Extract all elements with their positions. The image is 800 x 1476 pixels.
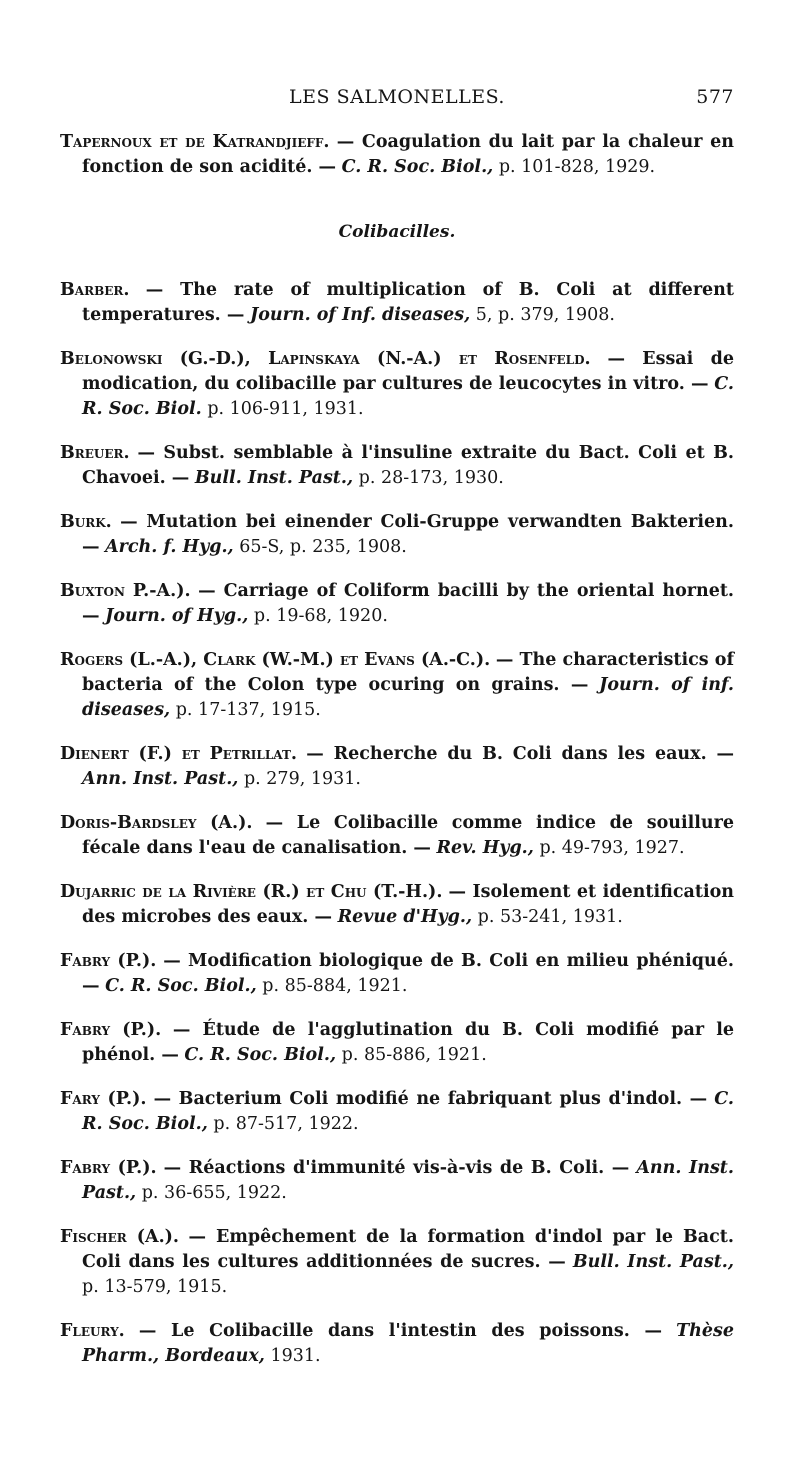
bibliography-entry [60, 278, 734, 328]
entry-source: C. R. Soc. Biol., [82, 1088, 734, 1134]
entry-authors: Burk. [60, 511, 112, 532]
bibliography-entry [60, 579, 734, 629]
entry-source: Bull. Inst. Past., [572, 1251, 734, 1272]
entry-title: — Bacterium Coli modifié ne fabriquant plus d'indol. — [153, 1088, 708, 1109]
entry-details: p. 49-793, 1927. [539, 837, 685, 858]
entry-authors: Doris-Bardsley (A.). [60, 812, 253, 833]
entry-authors: Fabry (P.). [60, 1019, 162, 1040]
bibliography-entry [60, 880, 734, 930]
bibliography-entry [60, 811, 734, 861]
entry-details: p. 17-137, 1915. [175, 699, 321, 720]
entry-title: — Étude de l'agglutination du B. Coli modifié par le phénol. — [82, 1019, 734, 1065]
entry-title: — The characteristics of bacteria of the Colon type ocuring on grains. — [82, 649, 734, 695]
entry-title: — Subst. semblable à l'insuline extraite du Bact. Coli et B. Chavoei. — [82, 442, 734, 488]
entry-authors: Buxton P.-A.). [60, 580, 191, 601]
entry-authors: Fischer (A.). [60, 1226, 180, 1247]
entry-title: — Le Colibacille dans l'intestin des poissons. — [138, 1320, 662, 1341]
entry-source: C. R. Soc. Biol., [184, 1044, 337, 1065]
entry-source: Rev. Hyg., [436, 837, 534, 858]
entry-source: Journ. of inf. diseases, [82, 674, 734, 720]
bibliography-entry [60, 742, 734, 792]
entry-title: — Réactions d'immunité vis-à-vis de B. Coli. — [163, 1157, 630, 1178]
entry-authors: Fabry (P.). [60, 1157, 157, 1178]
entry-source: C. R. Soc. Biol., [341, 156, 494, 177]
entry-source: Thèse Pharm., Bordeaux, [82, 1320, 734, 1366]
entry-authors: Barber. [60, 279, 130, 300]
bibliography-entry [60, 1225, 734, 1300]
entry-details: 65-S, p. 235, 1908. [239, 536, 407, 557]
entry-authors: Fary (P.). [60, 1088, 147, 1109]
bibliography-entry [60, 347, 734, 422]
page-number: 577 [696, 86, 734, 108]
entry-details: 1931. [270, 1345, 321, 1366]
entry-source: C. R. Soc. Biol., [105, 975, 257, 996]
entry-authors: Fleury. [60, 1320, 125, 1341]
bibliography-entry [60, 510, 734, 560]
bibliography-entry [60, 648, 734, 723]
entry-source: Bull. Inst. Past., [194, 467, 354, 488]
entry-details: 5, p. 379, 1908. [475, 304, 615, 325]
bibliography-entry [60, 1156, 734, 1206]
bibliography-entry [60, 441, 734, 491]
entry-authors: Belonowski (G.-D.), Lapinskaya (N.-A.) et Rosenfeld. [60, 348, 591, 369]
entry-details: p. 279, 1931. [243, 768, 361, 789]
entry-source: C. R. Soc. Biol. [82, 373, 734, 419]
entry-details: p. 13-579, 1915. [82, 1276, 228, 1297]
section-heading: Colibacilles. [338, 221, 456, 242]
entry-title: — Coagulation du lait par la chaleur en fonction de son acidité. — [82, 131, 734, 177]
entry-title: — Essai de modication, du colibacille par cultures de leucocytes in vitro. — [82, 348, 734, 394]
entry-authors: Breuer. [60, 442, 130, 463]
running-title: LES SALMONELLES. [289, 86, 505, 108]
bibliography-entry [60, 1018, 734, 1068]
entry-authors: Dienert (F.) et Petrillat. [60, 743, 297, 764]
bibliography-entry [60, 1319, 734, 1369]
bibliography-entry [60, 949, 734, 999]
entry-source: Ann. Inst. Past., [82, 768, 239, 789]
entry-title: — Carriage of Coliform bacilli by the oriental hornet. — [82, 580, 735, 626]
entry-details: p. 87-517, 1922. [213, 1113, 359, 1134]
entry-details: p. 53-241, 1931. [477, 906, 623, 927]
bibliography-list [60, 278, 734, 1369]
entry-details: p. 28-173, 1930. [358, 467, 504, 488]
entry-authors: Tapernoux et de Katrandjieff. [60, 131, 330, 152]
entry-source: Arch. f. Hyg., [105, 536, 234, 557]
entry-source: Journ. of Inf. diseases, [249, 304, 471, 325]
running-head [60, 82, 734, 112]
bibliography-intro [60, 130, 734, 180]
entry-details: p. 85-886, 1921. [341, 1044, 487, 1065]
entry-details: p. 36-655, 1922. [141, 1182, 287, 1203]
entry-title: — Isolement et identification des microbes des eaux. — [82, 881, 734, 927]
entry-title: — The rate of multiplication of B. Coli at different temperatures. — [82, 279, 734, 325]
entry-details: p. 19-68, 1920. [253, 605, 388, 626]
entry-source: Journ. of Hyg., [105, 605, 249, 626]
entry-details: p. 85-884, 1921. [262, 975, 408, 996]
entry-title: — Recherche du B. Coli dans les eaux. — [306, 743, 734, 764]
entry-details: p. 101-828, 1929. [498, 156, 656, 177]
entry-authors: Dujarric de la Rivière (R.) et Chu (T.-H.). [60, 881, 443, 902]
bibliography-entry [60, 1087, 734, 1137]
entry-title: — Modification biologique de B. Coli en milieu phéniqué. — [82, 950, 734, 996]
entry-source: Revue d'Hyg., [337, 906, 473, 927]
entry-title: — Le Colibacille comme indice de souillure fécale dans l'eau de canalisation. — [82, 812, 734, 858]
entry-title: — Empêchement de la formation d'indol par le Bact. Coli dans les cultures additionnées de sucres. — [82, 1226, 734, 1272]
entry-title: — Mutation bei einender Coli-Gruppe verwandten Bakterien. — [82, 511, 734, 557]
entry-authors: Fabry (P.). [60, 950, 157, 971]
entry-authors: Rogers (L.-A.), Clark (W.-M.) et Evans (A.-C.). [60, 649, 491, 670]
bibliography-entry [60, 130, 734, 180]
entry-details: p. 106-911, 1931. [207, 398, 364, 419]
entry-source: Ann. Inst. Past., [82, 1157, 734, 1203]
